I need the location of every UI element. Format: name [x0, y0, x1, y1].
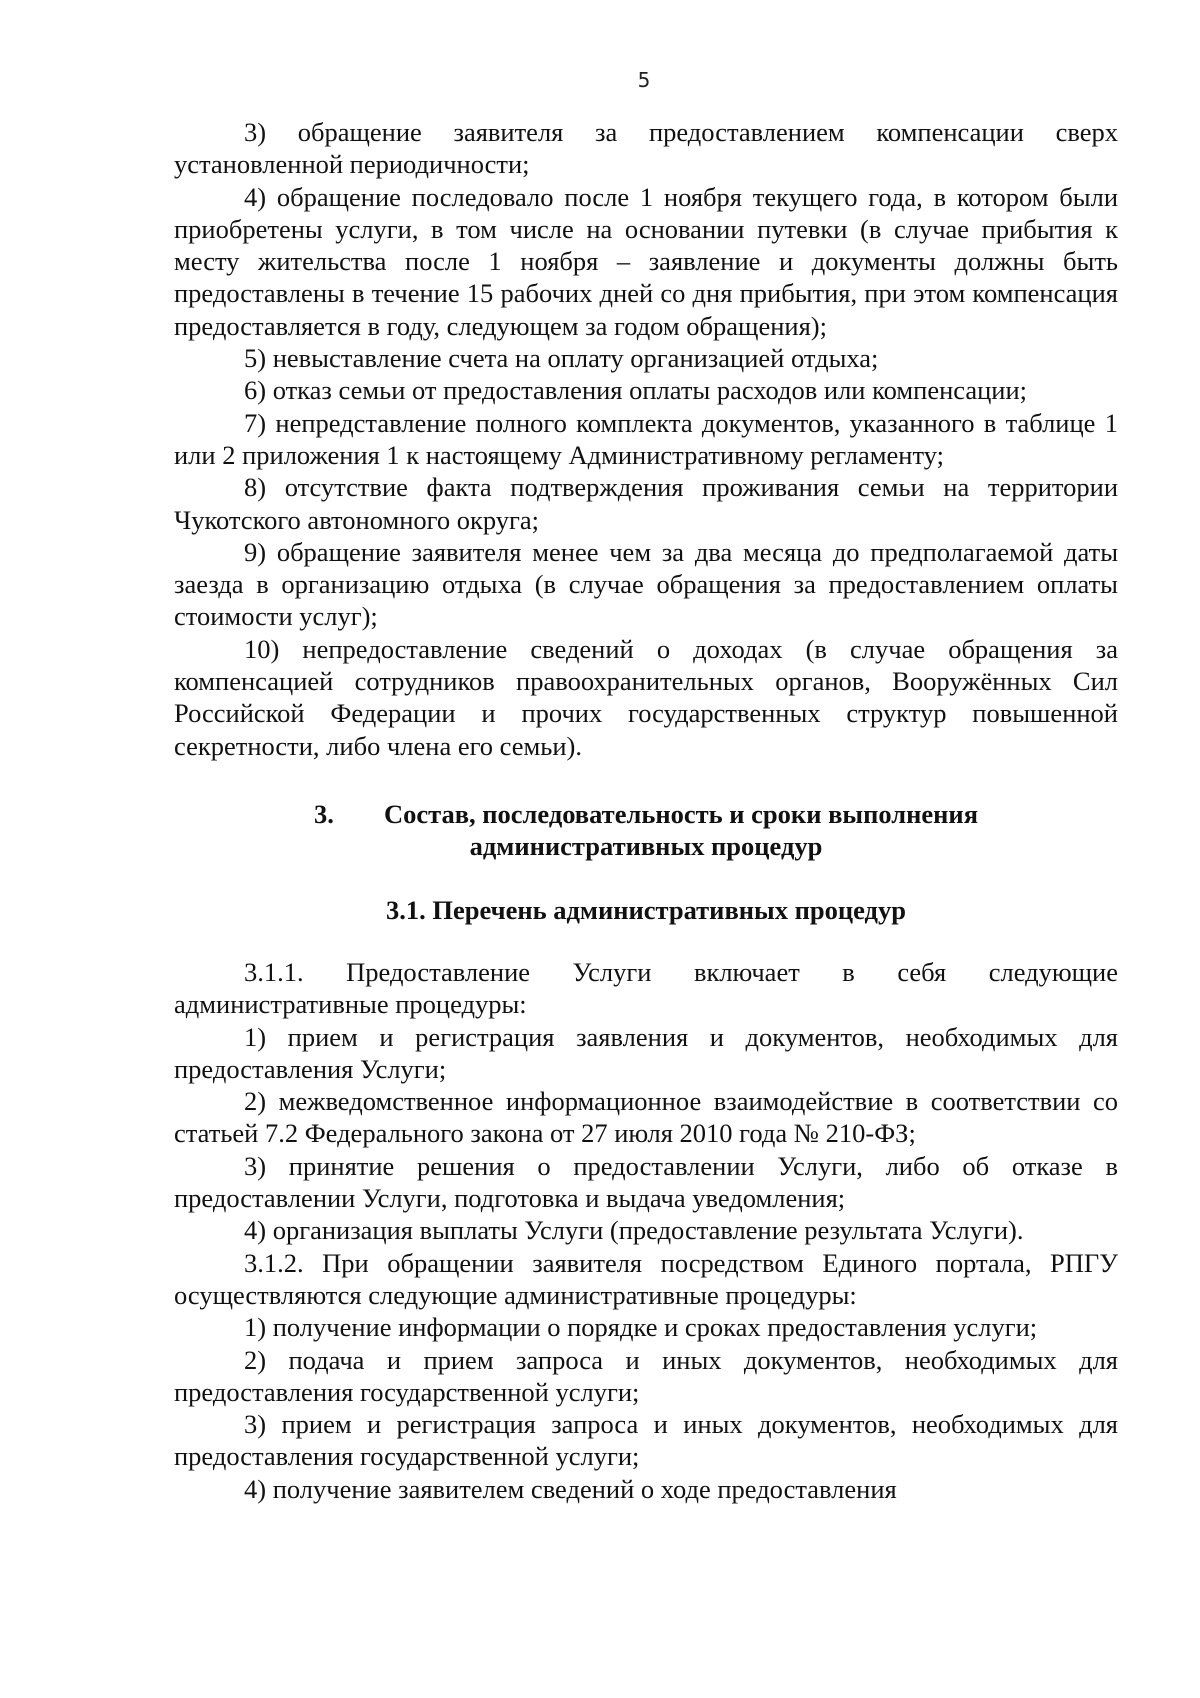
paragraph-item-5: 5) невыставление счета на оплату организацией отдыха; — [244, 343, 879, 374]
document-body — [174, 116, 1118, 1505]
paragraph-item-9: 9) обращение заявителя менее чем за два месяца до предполагаемой даты заезда в организацию отдыха (в случае обращения за предоставлением оплаты стоимости услуг); — [174, 536, 1118, 632]
paragraph-item-7: 7) непредставление полного комплекта документов, указанного в таблице 1 или 2 приложения 1 к настоящему Административному регламенту; — [174, 407, 1118, 470]
paragraph-portal-3: 3) прием и регистрация запроса и иных документов, необходимых для предоставления государственной услуги; — [174, 1409, 1118, 1472]
subsection-heading: 3.1. Перечень административных процедур — [386, 894, 906, 925]
section-title-line2: административных процедур — [469, 830, 823, 861]
paragraph-item-10: 10) непредоставление сведений о доходах (в случае обращения за компенсацией сотрудников правоохранительных органов, Вооружённых Сил Российской Федерации и прочих государственных структур повышенной секретности, либо члена его семьи). — [174, 633, 1118, 761]
paragraph-item-6: 6) отказ семьи от предоставления оплаты расходов или компенсации; — [244, 375, 1028, 406]
paragraph-portal-4: 4) получение заявителем сведений о ходе предоставления — [244, 1473, 897, 1504]
paragraph-procedure-4: 4) организация выплаты Услуги (предоставление результата Услуги). — [244, 1215, 1024, 1246]
paragraph-procedure-1: 1) прием и регистрация заявления и документов, необходимых для предоставления Услуги; — [174, 1021, 1118, 1084]
page-number: 5 — [637, 68, 651, 92]
paragraph-procedure-3: 3) принятие решения о предоставлении Услуги, либо об отказе в предоставлении Услуги, подготовка и выдача уведомления; — [174, 1150, 1118, 1214]
paragraph-item-4: 4) обращение последовало после 1 ноября текущего года, в котором были приобретены услуги, в том числе на основании путевки (в случае прибытия к месту жительства после 1 ноября – заявление и документы должны быть предоставлены в течение 15 рабочих дней со дня прибытия, при этом компенсация предоставляется в году, следующем за годом обращения); — [174, 181, 1118, 341]
section-title-line1: Состав, последовательность и сроки выполнения — [383, 798, 979, 829]
paragraph-item-8: 8) отсутствие факта подтверждения проживания семьи на территории Чукотского автономного округа; — [174, 472, 1118, 535]
paragraph-3-1-1: 3.1.1. Предоставление Услуги включает в себя следующие административные процедуры: — [174, 956, 1118, 1020]
paragraph-procedure-2: 2) межведомственное информационное взаимодействие в соответствии со статьей 7.2 Федерального закона от 27 июля 2010 года № 210-ФЗ; — [174, 1086, 1118, 1149]
paragraph-portal-2: 2) подача и прием запроса и иных документов, необходимых для предоставления государственной услуги; — [174, 1344, 1118, 1407]
section-number: 3. — [313, 798, 334, 829]
paragraph-portal-1: 1) получение информации о порядке и сроках предоставления услуги; — [244, 1312, 1038, 1343]
paragraph-item-3: 3) обращение заявителя за предоставлением компенсации сверх установленной периодичности; — [174, 117, 1118, 180]
paragraph-3-1-2: 3.1.2. При обращении заявителя посредством Единого портала, РПГУ осуществляются следующие административные процедуры: — [174, 1247, 1118, 1310]
section-heading — [174, 798, 1118, 862]
